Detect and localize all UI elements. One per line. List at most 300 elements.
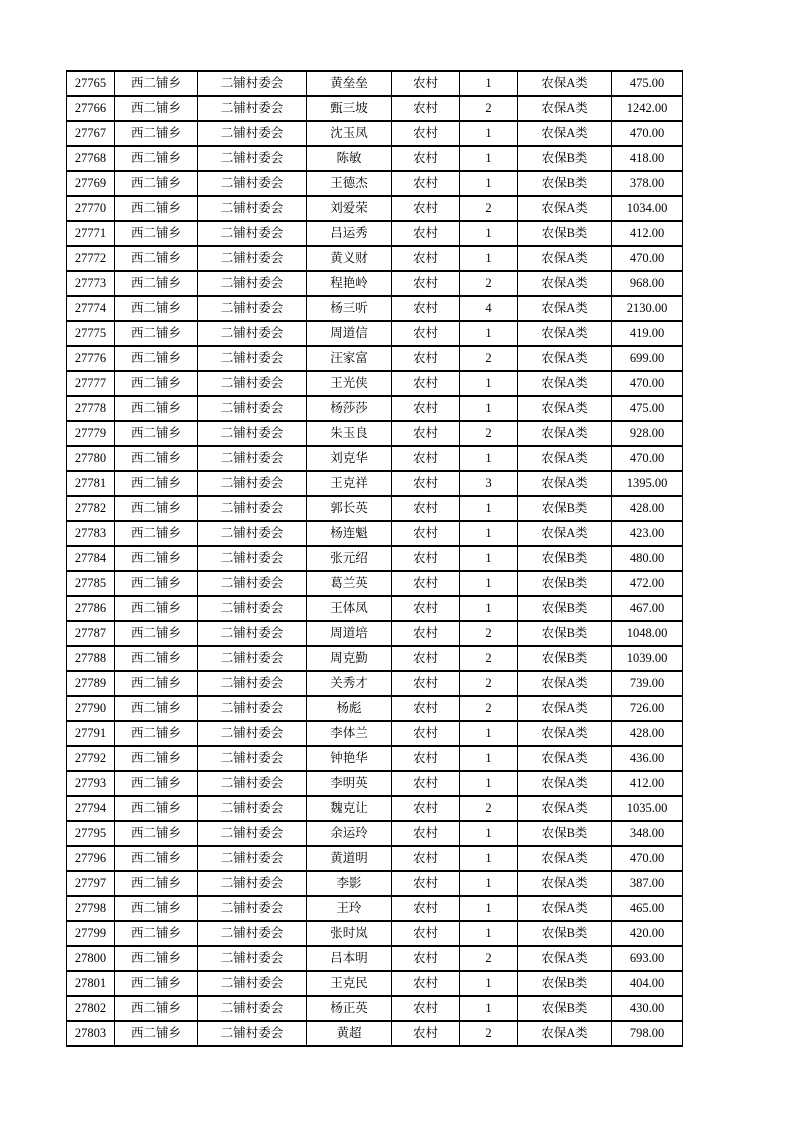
township-name: 西二铺乡 [115,146,198,171]
table-row [67,696,683,721]
record-id: 27772 [67,246,115,271]
insurance-category: 农保A类 [518,746,612,771]
person-name: 李影 [307,871,392,896]
person-count: 1 [460,821,518,846]
township-name: 西二铺乡 [115,271,198,296]
record-id: 27788 [67,646,115,671]
amount-value: 418.00 [612,146,683,171]
township-name: 西二铺乡 [115,996,198,1021]
person-count: 2 [460,421,518,446]
residence-type: 农村 [392,821,460,846]
township-name: 西二铺乡 [115,246,198,271]
insurance-category: 农保A类 [518,396,612,421]
township-name: 西二铺乡 [115,421,198,446]
person-count: 1 [460,396,518,421]
township-name: 西二铺乡 [115,321,198,346]
person-count: 1 [460,146,518,171]
residence-type: 农村 [392,746,460,771]
amount-value: 1034.00 [612,196,683,221]
township-name: 西二铺乡 [115,896,198,921]
village-committee: 二铺村委会 [198,671,307,696]
village-committee: 二铺村委会 [198,96,307,121]
record-id: 27795 [67,821,115,846]
table-row [67,846,683,871]
residence-type: 农村 [392,121,460,146]
table-row [67,96,683,121]
amount-value: 928.00 [612,421,683,446]
person-name: 王克祥 [307,471,392,496]
township-name: 西二铺乡 [115,921,198,946]
township-name: 西二铺乡 [115,471,198,496]
village-committee: 二铺村委会 [198,596,307,621]
residence-type: 农村 [392,96,460,121]
township-name: 西二铺乡 [115,796,198,821]
insurance-category: 农保A类 [518,196,612,221]
amount-value: 1039.00 [612,646,683,671]
person-name: 杨莎莎 [307,396,392,421]
person-name: 黄义财 [307,246,392,271]
township-name: 西二铺乡 [115,196,198,221]
person-name: 葛兰英 [307,571,392,596]
table-row [67,721,683,746]
person-name: 王体凤 [307,596,392,621]
table-row [67,896,683,921]
record-id: 27776 [67,346,115,371]
township-name: 西二铺乡 [115,646,198,671]
person-name: 甄三坡 [307,96,392,121]
insurance-category: 农保B类 [518,996,612,1021]
person-count: 2 [460,646,518,671]
person-count: 2 [460,1021,518,1046]
residence-type: 农村 [392,221,460,246]
residence-type: 农村 [392,946,460,971]
amount-value: 387.00 [612,871,683,896]
township-name: 西二铺乡 [115,396,198,421]
person-name: 黄道明 [307,846,392,871]
village-committee: 二铺村委会 [198,271,307,296]
person-count: 2 [460,946,518,971]
insurance-category: 农保B类 [518,221,612,246]
township-name: 西二铺乡 [115,96,198,121]
amount-value: 404.00 [612,971,683,996]
residence-type: 农村 [392,771,460,796]
person-count: 1 [460,571,518,596]
village-committee: 二铺村委会 [198,171,307,196]
amount-value: 480.00 [612,546,683,571]
amount-value: 412.00 [612,771,683,796]
person-name: 李明英 [307,771,392,796]
record-id: 27777 [67,371,115,396]
person-name: 李体兰 [307,721,392,746]
record-id: 27781 [67,471,115,496]
township-name: 西二铺乡 [115,771,198,796]
amount-value: 1048.00 [612,621,683,646]
amount-value: 699.00 [612,346,683,371]
residence-type: 农村 [392,871,460,896]
residence-type: 农村 [392,421,460,446]
amount-value: 693.00 [612,946,683,971]
village-committee: 二铺村委会 [198,246,307,271]
amount-value: 1242.00 [612,96,683,121]
amount-value: 470.00 [612,371,683,396]
amount-value: 420.00 [612,921,683,946]
record-id: 27782 [67,496,115,521]
person-count: 2 [460,96,518,121]
village-committee: 二铺村委会 [198,521,307,546]
residence-type: 农村 [392,321,460,346]
village-committee: 二铺村委会 [198,446,307,471]
amount-value: 968.00 [612,271,683,296]
village-committee: 二铺村委会 [198,996,307,1021]
person-name: 王光侠 [307,371,392,396]
record-id: 27778 [67,396,115,421]
township-name: 西二铺乡 [115,671,198,696]
amount-value: 475.00 [612,396,683,421]
person-name: 关秀才 [307,671,392,696]
person-count: 1 [460,921,518,946]
amount-value: 470.00 [612,246,683,271]
residence-type: 农村 [392,471,460,496]
insurance-category: 农保B类 [518,821,612,846]
insurance-category: 农保A类 [518,696,612,721]
residence-type: 农村 [392,671,460,696]
table-row [67,221,683,246]
insurance-category: 农保B类 [518,646,612,671]
amount-value: 470.00 [612,121,683,146]
insurance-category: 农保B类 [518,146,612,171]
person-count: 2 [460,796,518,821]
residence-type: 农村 [392,846,460,871]
person-count: 1 [460,721,518,746]
table-row [67,971,683,996]
village-committee: 二铺村委会 [198,971,307,996]
township-name: 西二铺乡 [115,171,198,196]
village-committee: 二铺村委会 [198,421,307,446]
table-row [67,596,683,621]
person-count: 1 [460,221,518,246]
record-id: 27765 [67,71,115,96]
person-count: 2 [460,671,518,696]
record-id: 27802 [67,996,115,1021]
person-count: 1 [460,496,518,521]
insurance-category: 农保B类 [518,171,612,196]
record-id: 27775 [67,321,115,346]
person-count: 2 [460,196,518,221]
record-id: 27784 [67,546,115,571]
person-name: 钟艳华 [307,746,392,771]
insurance-category: 农保A类 [518,771,612,796]
person-name: 杨正英 [307,996,392,1021]
table-row [67,446,683,471]
record-id: 27769 [67,171,115,196]
township-name: 西二铺乡 [115,496,198,521]
table-row [67,196,683,221]
residence-type: 农村 [392,696,460,721]
township-name: 西二铺乡 [115,371,198,396]
township-name: 西二铺乡 [115,846,198,871]
person-name: 程艳岭 [307,271,392,296]
amount-value: 378.00 [612,171,683,196]
person-name: 沈玉凤 [307,121,392,146]
residence-type: 农村 [392,996,460,1021]
person-name: 朱玉良 [307,421,392,446]
person-name: 黄垒垒 [307,71,392,96]
amount-value: 1395.00 [612,471,683,496]
person-count: 1 [460,996,518,1021]
person-name: 余运玲 [307,821,392,846]
insurance-category: 农保A类 [518,346,612,371]
person-count: 1 [460,446,518,471]
township-name: 西二铺乡 [115,596,198,621]
record-id: 27774 [67,296,115,321]
amount-value: 726.00 [612,696,683,721]
residence-type: 农村 [392,646,460,671]
village-committee: 二铺村委会 [198,321,307,346]
village-committee: 二铺村委会 [198,1021,307,1046]
residence-type: 农村 [392,921,460,946]
person-count: 1 [460,246,518,271]
person-count: 1 [460,121,518,146]
residence-type: 农村 [392,146,460,171]
person-count: 1 [460,871,518,896]
insurance-category: 农保A类 [518,1021,612,1046]
record-id: 27792 [67,746,115,771]
insurance-category: 农保A类 [518,371,612,396]
amount-value: 470.00 [612,846,683,871]
village-committee: 二铺村委会 [198,296,307,321]
person-name: 杨三听 [307,296,392,321]
insurance-category: 农保A类 [518,871,612,896]
record-id: 27790 [67,696,115,721]
record-id: 27791 [67,721,115,746]
insurance-category: 农保A类 [518,521,612,546]
person-count: 1 [460,371,518,396]
record-id: 27766 [67,96,115,121]
residence-type: 农村 [392,371,460,396]
person-name: 王克民 [307,971,392,996]
village-committee: 二铺村委会 [198,921,307,946]
village-committee: 二铺村委会 [198,946,307,971]
person-name: 杨连魁 [307,521,392,546]
village-committee: 二铺村委会 [198,846,307,871]
township-name: 西二铺乡 [115,71,198,96]
record-id: 27803 [67,1021,115,1046]
record-id: 27793 [67,771,115,796]
table-row [67,396,683,421]
village-committee: 二铺村委会 [198,346,307,371]
residence-type: 农村 [392,396,460,421]
person-name: 吕运秀 [307,221,392,246]
table-row [67,646,683,671]
insurance-category: 农保A类 [518,671,612,696]
residence-type: 农村 [392,796,460,821]
amount-value: 467.00 [612,596,683,621]
village-committee: 二铺村委会 [198,746,307,771]
village-committee: 二铺村委会 [198,646,307,671]
village-committee: 二铺村委会 [198,696,307,721]
insurance-category: 农保B类 [518,571,612,596]
record-id: 27779 [67,421,115,446]
insurance-category: 农保A类 [518,321,612,346]
residence-type: 农村 [392,621,460,646]
residence-type: 农村 [392,196,460,221]
record-id: 27797 [67,871,115,896]
table-row [67,371,683,396]
person-count: 1 [460,521,518,546]
insurance-category: 农保A类 [518,246,612,271]
insurance-category: 农保A类 [518,721,612,746]
record-id: 27767 [67,121,115,146]
insurance-category: 农保A类 [518,896,612,921]
person-count: 1 [460,171,518,196]
township-name: 西二铺乡 [115,621,198,646]
village-committee: 二铺村委会 [198,471,307,496]
records-table-body [67,71,683,1046]
township-name: 西二铺乡 [115,221,198,246]
insurance-category: 农保A类 [518,421,612,446]
person-name: 周道培 [307,621,392,646]
record-id: 27801 [67,971,115,996]
table-row [67,71,683,96]
person-count: 1 [460,746,518,771]
person-count: 4 [460,296,518,321]
residence-type: 农村 [392,896,460,921]
village-committee: 二铺村委会 [198,146,307,171]
person-name: 周道信 [307,321,392,346]
record-id: 27799 [67,921,115,946]
record-id: 27798 [67,896,115,921]
table-row [67,121,683,146]
table-row [67,171,683,196]
person-name: 刘克华 [307,446,392,471]
amount-value: 428.00 [612,721,683,746]
person-count: 1 [460,971,518,996]
township-name: 西二铺乡 [115,296,198,321]
person-count: 2 [460,696,518,721]
insurance-category: 农保B类 [518,621,612,646]
amount-value: 2130.00 [612,296,683,321]
person-name: 汪家富 [307,346,392,371]
table-row [67,821,683,846]
person-count: 2 [460,346,518,371]
village-committee: 二铺村委会 [198,896,307,921]
person-count: 1 [460,321,518,346]
insurance-category: 农保A类 [518,446,612,471]
amount-value: 1035.00 [612,796,683,821]
person-count: 1 [460,546,518,571]
township-name: 西二铺乡 [115,521,198,546]
residence-type: 农村 [392,521,460,546]
table-row [67,871,683,896]
record-id: 27794 [67,796,115,821]
person-name: 刘爱荣 [307,196,392,221]
record-id: 27786 [67,596,115,621]
record-id: 27770 [67,196,115,221]
insurance-category: 农保A类 [518,96,612,121]
person-count: 2 [460,271,518,296]
township-name: 西二铺乡 [115,546,198,571]
table-row [67,921,683,946]
person-name: 张时岚 [307,921,392,946]
insurance-category: 农保B类 [518,921,612,946]
residence-type: 农村 [392,1021,460,1046]
table-row [67,571,683,596]
village-committee: 二铺村委会 [198,496,307,521]
amount-value: 470.00 [612,446,683,471]
person-count: 1 [460,846,518,871]
person-name: 郭长英 [307,496,392,521]
person-count: 1 [460,71,518,96]
township-name: 西二铺乡 [115,721,198,746]
township-name: 西二铺乡 [115,746,198,771]
table-row [67,746,683,771]
village-committee: 二铺村委会 [198,371,307,396]
record-id: 27780 [67,446,115,471]
village-committee: 二铺村委会 [198,396,307,421]
table-row [67,421,683,446]
record-id: 27768 [67,146,115,171]
residence-type: 农村 [392,446,460,471]
insurance-category: 农保A类 [518,271,612,296]
person-count: 3 [460,471,518,496]
record-id: 27771 [67,221,115,246]
township-name: 西二铺乡 [115,871,198,896]
residence-type: 农村 [392,971,460,996]
insurance-category: 农保B类 [518,596,612,621]
village-committee: 二铺村委会 [198,621,307,646]
table-row [67,271,683,296]
village-committee: 二铺村委会 [198,821,307,846]
insurance-category: 农保A类 [518,846,612,871]
record-id: 27796 [67,846,115,871]
table-row [67,796,683,821]
residence-type: 农村 [392,271,460,296]
residence-type: 农村 [392,496,460,521]
person-name: 吕本明 [307,946,392,971]
insurance-category: 农保B类 [518,496,612,521]
amount-value: 412.00 [612,221,683,246]
township-name: 西二铺乡 [115,571,198,596]
amount-value: 428.00 [612,496,683,521]
village-committee: 二铺村委会 [198,571,307,596]
residence-type: 农村 [392,571,460,596]
residence-type: 农村 [392,71,460,96]
village-committee: 二铺村委会 [198,871,307,896]
table-row [67,671,683,696]
residence-type: 农村 [392,296,460,321]
residence-type: 农村 [392,596,460,621]
person-count: 1 [460,771,518,796]
township-name: 西二铺乡 [115,121,198,146]
amount-value: 475.00 [612,71,683,96]
table-row [67,946,683,971]
record-id: 27773 [67,271,115,296]
township-name: 西二铺乡 [115,821,198,846]
amount-value: 436.00 [612,746,683,771]
residence-type: 农村 [392,546,460,571]
village-committee: 二铺村委会 [198,121,307,146]
table-row [67,496,683,521]
insurance-category: 农保B类 [518,971,612,996]
table-row [67,521,683,546]
village-committee: 二铺村委会 [198,796,307,821]
insurance-category: 农保B类 [518,546,612,571]
person-count: 2 [460,621,518,646]
village-committee: 二铺村委会 [198,196,307,221]
village-committee: 二铺村委会 [198,71,307,96]
record-id: 27785 [67,571,115,596]
person-name: 周克勤 [307,646,392,671]
